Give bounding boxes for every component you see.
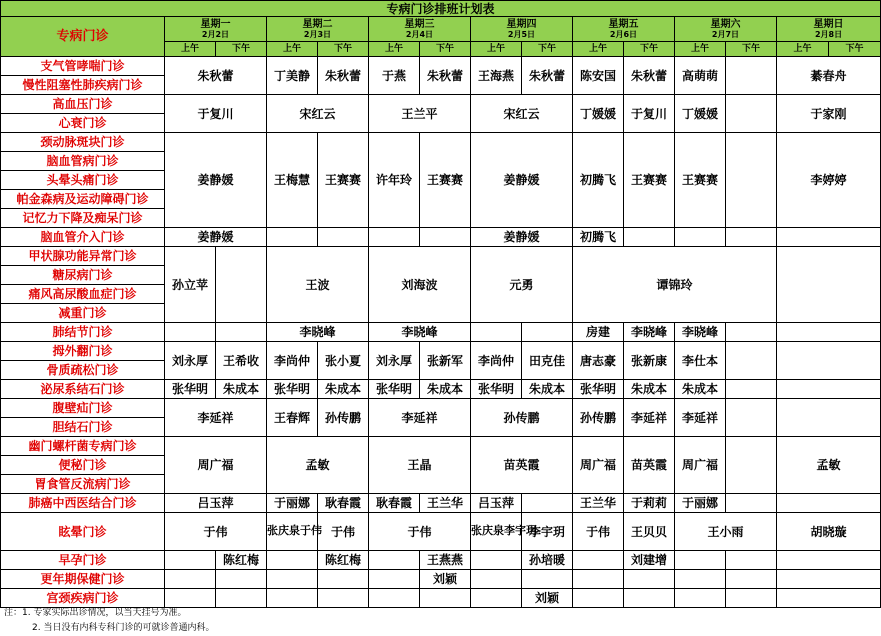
doctor-cell: 于伟	[165, 513, 267, 551]
dept-label: 泌尿系结石门诊	[1, 380, 165, 399]
day-header-tue: 星期二 2月3日	[267, 17, 369, 42]
doctor-cell	[573, 551, 624, 570]
doctor-cell	[675, 589, 726, 608]
doctor-cell	[777, 399, 881, 437]
doctor-cell: 周广福	[165, 437, 267, 494]
doctor-cell: 陈安国	[573, 57, 624, 95]
doctor-cell	[318, 570, 369, 589]
doctor-cell	[267, 589, 318, 608]
doctor-cell: 宋红云	[471, 95, 573, 133]
day-header-mon: 星期一 2月2日	[165, 17, 267, 42]
doctor-cell: 王赛赛	[624, 133, 675, 228]
doctor-cell	[522, 570, 573, 589]
doctor-cell	[777, 342, 881, 380]
doctor-cell: 张新康	[624, 342, 675, 380]
pm-header: 下午	[522, 42, 573, 57]
doctor-cell: 王希收	[216, 342, 267, 380]
doctor-cell: 李宇玥	[522, 513, 573, 551]
doctor-cell	[777, 323, 881, 342]
doctor-cell	[726, 570, 777, 589]
doctor-cell	[165, 589, 216, 608]
dept-label: 肺结节门诊	[1, 323, 165, 342]
doctor-cell: 胡晓璇	[777, 513, 881, 551]
doctor-cell: 姜静媛	[165, 133, 267, 228]
doctor-cell: 张华明	[369, 380, 420, 399]
footnotes	[4, 606, 214, 636]
doctor-cell	[726, 551, 777, 570]
doctor-cell: 刘建增	[624, 551, 675, 570]
doctor-cell: 刘永厚	[369, 342, 420, 380]
doctor-cell: 王晶	[369, 437, 471, 494]
doctor-cell	[369, 589, 420, 608]
doctor-cell: 周广福	[573, 437, 624, 494]
doctor-cell: 王小雨	[675, 513, 777, 551]
pm-header: 下午	[420, 42, 471, 57]
doctor-cell: 孙传鹏	[573, 399, 624, 437]
doctor-cell: 陈红梅	[216, 551, 267, 570]
dept-label: 幽门螺杆菌专病门诊	[1, 437, 165, 456]
doctor-cell: 王春辉	[267, 399, 318, 437]
corner-label: 专病门诊	[1, 17, 165, 57]
doctor-cell: 李婷婷	[777, 133, 881, 228]
dept-label: 脑血管病门诊	[1, 152, 165, 171]
pm-header: 下午	[829, 42, 881, 57]
doctor-cell: 李延祥	[369, 399, 471, 437]
doctor-cell: 于家刚	[777, 95, 881, 133]
doctor-cell	[267, 551, 318, 570]
doctor-cell: 李延祥	[624, 399, 675, 437]
dept-label: 胆结石门诊	[1, 418, 165, 437]
doctor-cell	[624, 570, 675, 589]
doctor-cell	[522, 494, 573, 513]
doctor-cell: 孙传鹏	[471, 399, 573, 437]
day-header-thu: 星期四 2月5日	[471, 17, 573, 42]
doctor-cell	[777, 247, 881, 323]
doctor-cell: 李晓峰	[675, 323, 726, 342]
doctor-cell: 初腾飞	[573, 228, 624, 247]
doctor-cell	[777, 494, 881, 513]
doctor-cell: 王兰华	[573, 494, 624, 513]
am-header: 上午	[369, 42, 420, 57]
doctor-cell	[216, 570, 267, 589]
doctor-cell: 朱秋蕾	[624, 57, 675, 95]
footnote-1: 注：1. 专家实际出诊情况，以当天挂号为准。	[4, 608, 187, 618]
pm-header: 下午	[726, 42, 777, 57]
dept-label: 高血压门诊	[1, 95, 165, 114]
dept-label: 腹壁疝门诊	[1, 399, 165, 418]
doctor-cell	[267, 570, 318, 589]
doctor-cell: 王波	[267, 247, 369, 323]
doctor-cell: 于丽娜	[267, 494, 318, 513]
doctor-cell: 孟敏	[267, 437, 369, 494]
dept-label: 支气管哮喘门诊	[1, 57, 165, 76]
day-header-wed: 星期三 2月4日	[369, 17, 471, 42]
doctor-cell	[726, 399, 777, 437]
am-header: 上午	[165, 42, 216, 57]
footnote-2: 2. 当日没有内科专科门诊的可就诊普通内科。	[32, 623, 215, 633]
doctor-cell: 李晓峰	[624, 323, 675, 342]
doctor-cell: 姜静媛	[165, 228, 267, 247]
doctor-cell	[318, 228, 369, 247]
doctor-cell: 初腾飞	[573, 133, 624, 228]
doctor-cell	[369, 228, 420, 247]
doctor-cell: 李尚仲	[267, 342, 318, 380]
doctor-cell	[573, 589, 624, 608]
doctor-cell: 朱成本	[522, 380, 573, 399]
doctor-cell	[624, 228, 675, 247]
doctor-cell: 王兰平	[369, 95, 471, 133]
dept-label: 宫颈疾病门诊	[1, 589, 165, 608]
doctor-cell: 姜静媛	[471, 133, 573, 228]
doctor-cell: 刘颖	[420, 570, 471, 589]
doctor-cell: 刘海波	[369, 247, 471, 323]
doctor-cell	[624, 589, 675, 608]
doctor-cell: 张庆泉李宇玥	[471, 513, 522, 551]
doctor-cell: 张新军	[420, 342, 471, 380]
doctor-cell: 王赛赛	[675, 133, 726, 228]
pm-header: 下午	[216, 42, 267, 57]
dept-label: 颈动脉斑块门诊	[1, 133, 165, 152]
doctor-cell: 孙培暖	[522, 551, 573, 570]
dept-label: 胃食管反流病门诊	[1, 475, 165, 494]
doctor-cell: 周广福	[675, 437, 726, 494]
doctor-cell	[777, 589, 881, 608]
doctor-cell: 刘颖	[522, 589, 573, 608]
dept-label: 慢性阻塞性肺疾病门诊	[1, 76, 165, 95]
doctor-cell	[471, 551, 522, 570]
dept-label: 帕金森病及运动障碍门诊	[1, 190, 165, 209]
doctor-cell: 王赛赛	[318, 133, 369, 228]
dept-label: 甲状腺功能异常门诊	[1, 247, 165, 266]
doctor-cell	[369, 551, 420, 570]
am-header: 上午	[471, 42, 522, 57]
doctor-cell: 朱成本	[216, 380, 267, 399]
doctor-cell	[675, 551, 726, 570]
doctor-cell	[420, 228, 471, 247]
doctor-cell	[777, 570, 881, 589]
am-header: 上午	[777, 42, 829, 57]
doctor-cell: 房建	[573, 323, 624, 342]
doctor-cell: 张华明	[267, 380, 318, 399]
doctor-cell: 于伟	[573, 513, 624, 551]
table-title: 专病门诊排班计划表	[1, 1, 881, 17]
doctor-cell: 陈红梅	[318, 551, 369, 570]
doctor-cell: 朱成本	[624, 380, 675, 399]
doctor-cell: 于伟	[369, 513, 471, 551]
doctor-cell: 谭锦玲	[573, 247, 777, 323]
doctor-cell	[726, 323, 777, 342]
doctor-cell: 苗英霞	[471, 437, 573, 494]
doctor-cell: 张庆泉于伟	[267, 513, 318, 551]
dept-label: 骨质疏松门诊	[1, 361, 165, 380]
doctor-cell: 于莉莉	[624, 494, 675, 513]
doctor-cell: 李晓峰	[267, 323, 369, 342]
doctor-cell	[369, 570, 420, 589]
doctor-cell	[675, 228, 726, 247]
dept-label: 记忆力下降及痴呆门诊	[1, 209, 165, 228]
doctor-cell: 于伟	[318, 513, 369, 551]
doctor-cell: 于复川	[165, 95, 267, 133]
doctor-cell: 张小夏	[318, 342, 369, 380]
day-header-sat: 星期六 2月7日	[675, 17, 777, 42]
pm-header: 下午	[318, 42, 369, 57]
doctor-cell	[267, 228, 318, 247]
doctor-cell	[471, 570, 522, 589]
doctor-cell	[471, 589, 522, 608]
doctor-cell: 耿春霞	[369, 494, 420, 513]
am-header: 上午	[675, 42, 726, 57]
dept-label: 拇外翻门诊	[1, 342, 165, 361]
dept-label: 肺癌中西医结合门诊	[1, 494, 165, 513]
doctor-cell: 于燕	[369, 57, 420, 95]
doctor-cell: 朱成本	[318, 380, 369, 399]
doctor-cell	[726, 380, 777, 399]
doctor-cell: 孙立苹	[165, 247, 216, 323]
doctor-cell: 王兰华	[420, 494, 471, 513]
doctor-cell	[216, 589, 267, 608]
doctor-cell: 张华明	[165, 380, 216, 399]
doctor-cell: 唐志豪	[573, 342, 624, 380]
doctor-cell: 王赛赛	[420, 133, 471, 228]
dept-label: 眩晕门诊	[1, 513, 165, 551]
doctor-cell	[726, 95, 777, 133]
doctor-cell: 苗英霞	[624, 437, 675, 494]
doctor-cell	[777, 551, 881, 570]
doctor-cell: 朱成本	[420, 380, 471, 399]
doctor-cell: 许年玲	[369, 133, 420, 228]
doctor-cell	[726, 133, 777, 228]
pm-header: 下午	[624, 42, 675, 57]
dept-label: 糖尿病门诊	[1, 266, 165, 285]
doctor-cell	[726, 494, 777, 513]
doctor-cell: 朱秋蕾	[420, 57, 471, 95]
dept-label: 脑血管介入门诊	[1, 228, 165, 247]
doctor-cell	[726, 57, 777, 95]
doctor-cell: 王海燕	[471, 57, 522, 95]
doctor-cell: 吕玉萍	[165, 494, 267, 513]
doctor-cell	[777, 380, 881, 399]
doctor-cell: 高萌萌	[675, 57, 726, 95]
doctor-cell: 丁美静	[267, 57, 318, 95]
doctor-cell: 张华明	[573, 380, 624, 399]
doctor-cell: 于复川	[624, 95, 675, 133]
doctor-cell: 朱秋蕾	[318, 57, 369, 95]
doctor-cell: 宋红云	[267, 95, 369, 133]
doctor-cell	[726, 228, 777, 247]
doctor-cell: 朱秋蕾	[165, 57, 267, 95]
doctor-cell	[318, 589, 369, 608]
doctor-cell: 李仕本	[675, 342, 726, 380]
dept-label: 减重门诊	[1, 304, 165, 323]
day-header-sun: 星期日 2月8日	[777, 17, 881, 42]
doctor-cell: 姜静媛	[471, 228, 573, 247]
doctor-cell: 朱秋蕾	[522, 57, 573, 95]
doctor-cell: 李延祥	[165, 399, 267, 437]
dept-label: 早孕门诊	[1, 551, 165, 570]
doctor-cell: 吕玉萍	[471, 494, 522, 513]
doctor-cell: 王燕燕	[420, 551, 471, 570]
doctor-cell: 王贝贝	[624, 513, 675, 551]
dept-label: 更年期保健门诊	[1, 570, 165, 589]
doctor-cell	[777, 228, 881, 247]
dept-label: 便秘门诊	[1, 456, 165, 475]
doctor-cell	[573, 570, 624, 589]
doctor-cell: 綦春舟	[777, 57, 881, 95]
doctor-cell: 刘永厚	[165, 342, 216, 380]
doctor-cell: 于丽娜	[675, 494, 726, 513]
doctor-cell: 王梅慧	[267, 133, 318, 228]
doctor-cell: 李延祥	[675, 399, 726, 437]
doctor-cell: 田克佳	[522, 342, 573, 380]
dept-label: 头晕头痛门诊	[1, 171, 165, 190]
doctor-cell	[726, 342, 777, 380]
doctor-cell	[726, 589, 777, 608]
dept-label: 心衰门诊	[1, 114, 165, 133]
doctor-cell: 李晓峰	[369, 323, 471, 342]
doctor-cell	[471, 323, 522, 342]
doctor-cell	[522, 323, 573, 342]
doctor-cell: 孟敏	[777, 437, 881, 494]
dept-label: 痛风高尿酸血症门诊	[1, 285, 165, 304]
doctor-cell: 朱成本	[675, 380, 726, 399]
day-header-fri: 星期五 2月6日	[573, 17, 675, 42]
doctor-cell	[165, 551, 216, 570]
am-header: 上午	[267, 42, 318, 57]
doctor-cell: 李尚仲	[471, 342, 522, 380]
doctor-cell: 丁媛媛	[675, 95, 726, 133]
doctor-cell: 张华明	[471, 380, 522, 399]
doctor-cell	[165, 570, 216, 589]
doctor-cell: 元勇	[471, 247, 573, 323]
doctor-cell	[216, 323, 267, 342]
doctor-cell	[420, 589, 471, 608]
doctor-cell	[216, 247, 267, 323]
doctor-cell: 丁媛媛	[573, 95, 624, 133]
doctor-cell	[675, 570, 726, 589]
doctor-cell: 耿春霞	[318, 494, 369, 513]
doctor-cell	[726, 437, 777, 494]
am-header: 上午	[573, 42, 624, 57]
doctor-cell: 孙传鹏	[318, 399, 369, 437]
doctor-cell	[165, 323, 216, 342]
